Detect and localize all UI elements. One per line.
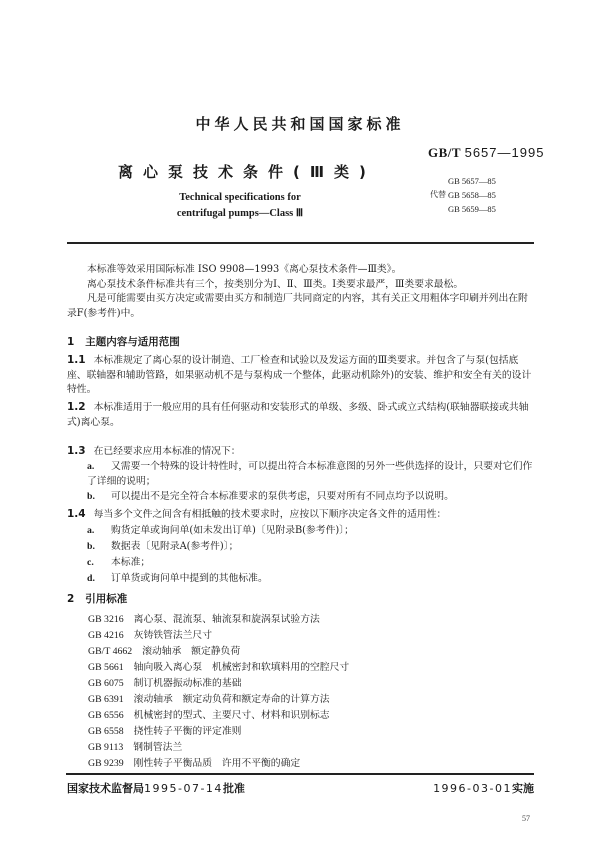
section-2-heading xyxy=(67,591,537,606)
header-rule xyxy=(67,242,534,244)
clause-1-4 xyxy=(67,507,537,523)
effective-date: 1996-03-01 xyxy=(433,782,512,795)
reference-row xyxy=(88,644,349,660)
reference-code: GB 6556 xyxy=(88,710,124,721)
replaced-standard: GB 5657—85 xyxy=(448,176,496,186)
clause-text: 在已经要求应用本标准的情况下： xyxy=(93,446,241,457)
clause-1-4-items xyxy=(67,523,537,587)
national-standard-title: 中华人民共和国国家标准 xyxy=(195,115,405,133)
list-item xyxy=(67,460,537,489)
clause-1-2 xyxy=(67,400,537,430)
effective-suffix: 实施 xyxy=(512,782,534,795)
standard-number-value: 5657—1995 xyxy=(464,145,545,160)
approved-suffix: 批准 xyxy=(222,782,245,795)
item-label: a. xyxy=(87,461,95,472)
footer-rule xyxy=(66,773,534,775)
reference-code: GB 3216 xyxy=(88,614,124,625)
list-item xyxy=(67,539,537,555)
item-label: c. xyxy=(87,557,94,568)
intro-paragraph: 本标准等效采用国际标准 ISO 9908—1993《离心泵技术条件—Ⅲ类》。 xyxy=(87,264,402,275)
reference-code: GB/T 4662 xyxy=(88,646,133,657)
section-1-heading xyxy=(67,334,537,349)
replaces-label: 代替 xyxy=(430,190,446,199)
title-en-line1: Technical specifications for xyxy=(179,192,301,203)
page-number: 57 xyxy=(522,814,530,823)
reference-row xyxy=(88,676,349,692)
clause-text: 本标准规定了离心泵的设计制造、工厂检查和试验以及发运方面的Ⅲ类要求。并包含了与泵(包括底座、联轴器和辅助管路，如果驱动机不是与泵构成一个整体，此驱动机除外)的安装、维护和安全有关的设计特性。 xyxy=(67,355,532,395)
clause-number: 1.1 xyxy=(67,354,86,366)
item-label: a. xyxy=(87,525,95,536)
reference-code: GB 9113 xyxy=(88,742,124,753)
reference-row xyxy=(88,756,349,772)
reference-title: 灰铸铁管法兰尺寸 xyxy=(133,630,213,641)
document-title-cn: 离心泵技术条件(Ⅲ类) xyxy=(118,163,376,181)
reference-title: 制订机器振动标准的基础 xyxy=(133,678,242,689)
reference-code: GB 5661 xyxy=(88,662,124,673)
reference-row xyxy=(88,708,349,724)
clause-text: 本标准适用于一般应用的具有任何驱动和安装形式的单级、多级、卧式或立式结构(联轴器联接或共轴式)离心泵。 xyxy=(67,402,529,428)
reference-title: 离心泵、混流泵、轴流泵和旋涡泵试验方法 xyxy=(133,614,320,625)
approver: 国家技术监督局 xyxy=(67,782,144,795)
reference-title: 挠性转子平衡的评定准则 xyxy=(133,726,242,737)
reference-row xyxy=(88,660,349,676)
replaced-standard: GB 5658—85 xyxy=(448,190,496,200)
reference-code: GB 9239 xyxy=(88,758,124,769)
item-text: 订单货或询问单中提到的其他标准。 xyxy=(111,573,268,584)
effective-line xyxy=(433,780,534,796)
item-text: 可以提出不是完全符合本标准要求的泵供考虑，只要对所有不同点均予以说明。 xyxy=(111,491,454,502)
section-number: 1 xyxy=(67,336,75,348)
item-label: d. xyxy=(87,573,95,584)
item-label: b. xyxy=(87,491,95,502)
reference-list xyxy=(88,612,349,772)
list-item xyxy=(67,571,537,587)
clause-number: 1.2 xyxy=(67,401,86,413)
intro-paragraph: 凡是可能需要由买方决定或需要由买方和制造厂共同商定的内容，其有关正文用粗体字印刷并列出在附录F(参考件)中。 xyxy=(67,293,528,319)
clause-1-3 xyxy=(67,444,537,460)
section-number: 2 xyxy=(67,593,75,605)
reference-title: 钢制管法兰 xyxy=(133,742,183,753)
document-title-en xyxy=(150,190,330,222)
clause-text: 每当多个文件之间含有相抵触的技术要求时，应按以下顺序决定各文件的适用性： xyxy=(93,509,447,520)
section-title: 引用标准 xyxy=(85,593,128,605)
reference-row xyxy=(88,628,349,644)
clause-number: 1.3 xyxy=(67,445,86,457)
replaces-block xyxy=(428,174,496,216)
replaced-standard: GB 5659—85 xyxy=(448,204,496,214)
title-en-line2: centrifugal pumps—Class Ⅲ xyxy=(176,208,304,219)
reference-code: GB 6075 xyxy=(88,678,124,689)
reference-title: 滚动轴承 额定静负荷 xyxy=(142,646,241,657)
item-label: b. xyxy=(87,541,95,552)
reference-code: GB 6391 xyxy=(88,694,124,705)
reference-title: 机械密封的型式、主要尺寸、材料和识别标志 xyxy=(133,710,330,721)
intro-block xyxy=(67,263,537,321)
reference-row xyxy=(88,740,349,756)
reference-row xyxy=(88,724,349,740)
clause-1-1 xyxy=(67,353,537,398)
intro-paragraph: 离心泵技术条件标准共有三个，按类别分为Ⅰ、Ⅱ、Ⅲ类。Ⅰ类要求最严，Ⅲ类要求最松。 xyxy=(87,278,464,290)
standard-number-prefix: GB/T xyxy=(428,145,461,160)
item-text: 购货定单或询问单(如未发出订单)〔见附录B(参考件)〕； xyxy=(111,525,354,536)
list-item xyxy=(67,555,537,571)
approved-date: 1995-07-14 xyxy=(144,782,223,795)
list-item xyxy=(67,490,537,505)
reference-code: GB 6558 xyxy=(88,726,124,737)
list-item xyxy=(67,523,537,539)
reference-row xyxy=(88,612,349,628)
reference-title: 刚性转子平衡品质 许用不平衡的确定 xyxy=(133,758,301,769)
reference-row xyxy=(88,692,349,708)
clause-number: 1.4 xyxy=(67,508,86,520)
clause-1-3-items xyxy=(67,460,537,505)
item-text: 数据表〔见附录A(参考件)〕； xyxy=(111,541,239,552)
standard-number xyxy=(428,145,544,161)
reference-title: 滚动轴承 额定动负荷和额定寿命的计算方法 xyxy=(133,694,330,705)
reference-title: 轴向吸入离心泵 机械密封和软填料用的空腔尺寸 xyxy=(133,662,350,673)
reference-code: GB 4216 xyxy=(88,630,124,641)
item-text: 本标准； xyxy=(111,557,151,568)
section-title: 主题内容与适用范围 xyxy=(85,336,180,348)
approval-line xyxy=(67,780,245,796)
item-text: 又需要一个特殊的设计特性时，可以提出符合本标准意图的另外一些供选择的设计，只要对它们作了详细的说明； xyxy=(87,461,533,487)
